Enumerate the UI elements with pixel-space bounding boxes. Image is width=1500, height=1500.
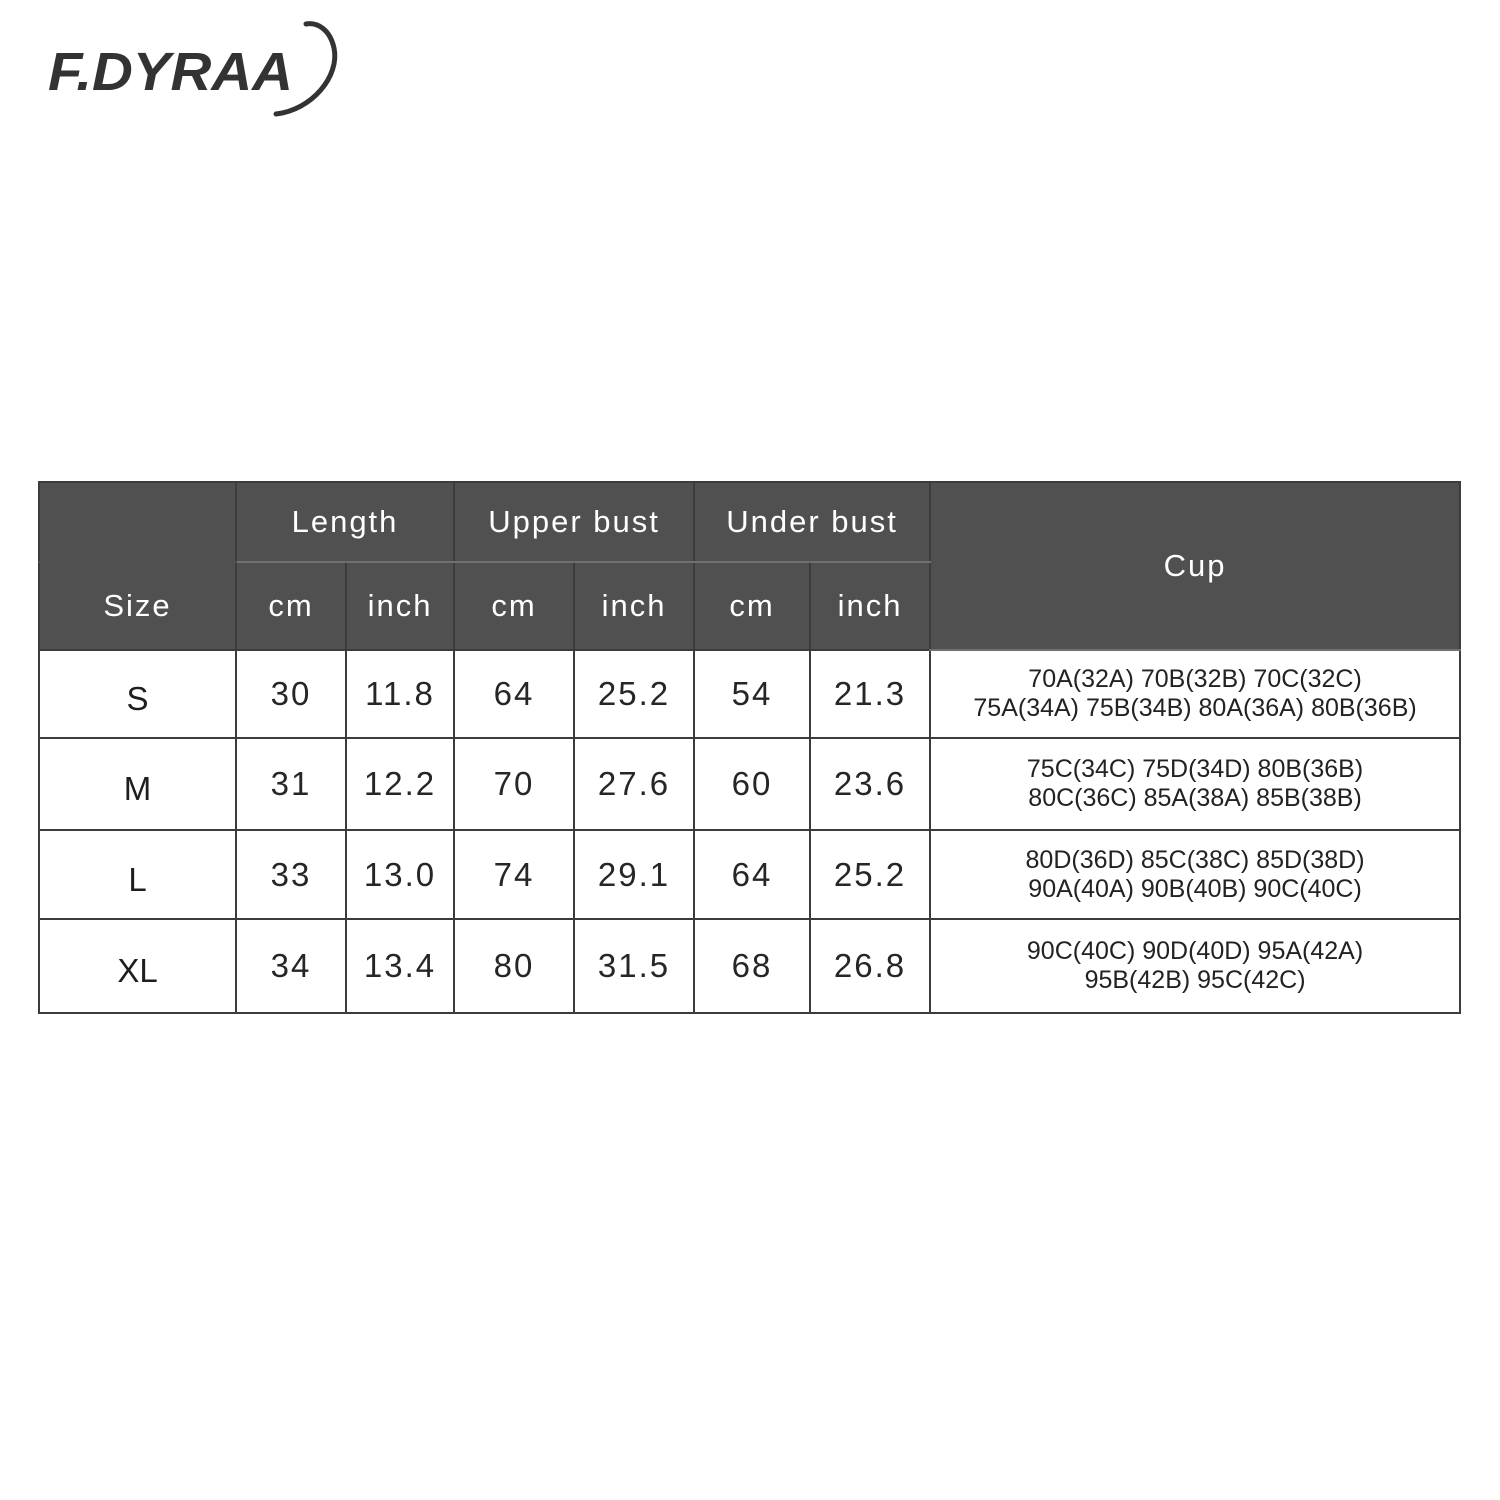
cup-cell <box>930 919 1460 1013</box>
upper-bust-cm-cell: 80 <box>454 919 574 1013</box>
upper-bust-inch-cell: 31.5 <box>574 919 694 1013</box>
under-bust-cm-cell: 54 <box>694 650 810 738</box>
size-cell: XL <box>39 919 236 1013</box>
upper-bust-inch-cell: 25.2 <box>574 650 694 738</box>
cup-cell <box>930 650 1460 738</box>
upper-bust-cm-cell: 70 <box>454 738 574 830</box>
upper-bust-inch-cell: 27.6 <box>574 738 694 830</box>
length-inch-cell: 13.4 <box>346 919 454 1013</box>
length-cm-cell: 30 <box>236 650 346 738</box>
under-bust-cm-cell: 60 <box>694 738 810 830</box>
header-cup: Cup <box>930 482 1460 650</box>
header-under-bust-inch: inch <box>810 562 930 650</box>
length-cm-cell: 34 <box>236 919 346 1013</box>
under-bust-cm-cell: 68 <box>694 919 810 1013</box>
size-cell: L <box>39 830 236 919</box>
under-bust-inch-cell: 25.2 <box>810 830 930 919</box>
table-row <box>39 830 1460 919</box>
table-row <box>39 650 1460 738</box>
cup-line: 75C(34C) 75D(34D) 80B(36B) <box>1026 755 1364 783</box>
header-under-bust-cm: cm <box>694 562 810 650</box>
header-upper-bust: Upper bust <box>454 482 694 562</box>
upper-bust-inch-cell: 29.1 <box>574 830 694 919</box>
length-inch-cell: 11.8 <box>346 650 454 738</box>
cup-line: 75A(34A) 75B(34B) 80A(36A) 80B(36B) <box>973 694 1417 722</box>
length-cm-cell: 33 <box>236 830 346 919</box>
cup-line: 80C(36C) 85A(38A) 85B(38B) <box>1028 784 1362 812</box>
header-row-groups <box>39 482 1460 562</box>
header-under-bust: Under bust <box>694 482 930 562</box>
cup-cell <box>930 830 1460 919</box>
under-bust-inch-cell: 21.3 <box>810 650 930 738</box>
header-length-inch: inch <box>346 562 454 650</box>
under-bust-inch-cell: 23.6 <box>810 738 930 830</box>
table-row <box>39 919 1460 1013</box>
upper-bust-cm-cell: 74 <box>454 830 574 919</box>
size-table <box>38 481 1461 1014</box>
cup-cell <box>930 738 1460 830</box>
header-length-cm: cm <box>236 562 346 650</box>
cup-line: 90A(40A) 90B(40B) 90C(40C) <box>1028 874 1362 903</box>
cup-line: 95B(42B) 95C(42C) <box>1084 966 1306 994</box>
length-inch-cell: 13.0 <box>346 830 454 919</box>
header-upper-bust-cm: cm <box>454 562 574 650</box>
length-cm-cell: 31 <box>236 738 346 830</box>
length-inch-cell: 12.2 <box>346 738 454 830</box>
cup-line: 90C(40C) 90D(40D) 95A(42A) <box>1026 937 1364 965</box>
header-length: Length <box>236 482 454 562</box>
header-blank-cell <box>39 482 236 562</box>
under-bust-cm-cell: 64 <box>694 830 810 919</box>
size-cell: M <box>39 738 236 830</box>
table-row <box>39 738 1460 830</box>
cup-line: 70A(32A) 70B(32B) 70C(32C) <box>1028 665 1362 693</box>
under-bust-inch-cell: 26.8 <box>810 919 930 1013</box>
cup-line: 80D(36D) 85C(38C) 85D(38D) <box>1025 845 1365 874</box>
header-upper-bust-inch: inch <box>574 562 694 650</box>
upper-bust-cm-cell: 64 <box>454 650 574 738</box>
header-size: Size <box>39 562 236 650</box>
brand-logo <box>44 18 344 122</box>
brand-logo-text: F.DYRAA <box>48 42 293 102</box>
brand-logo-mark <box>44 18 344 122</box>
size-chart <box>38 481 1460 1014</box>
size-cell: S <box>39 650 236 738</box>
